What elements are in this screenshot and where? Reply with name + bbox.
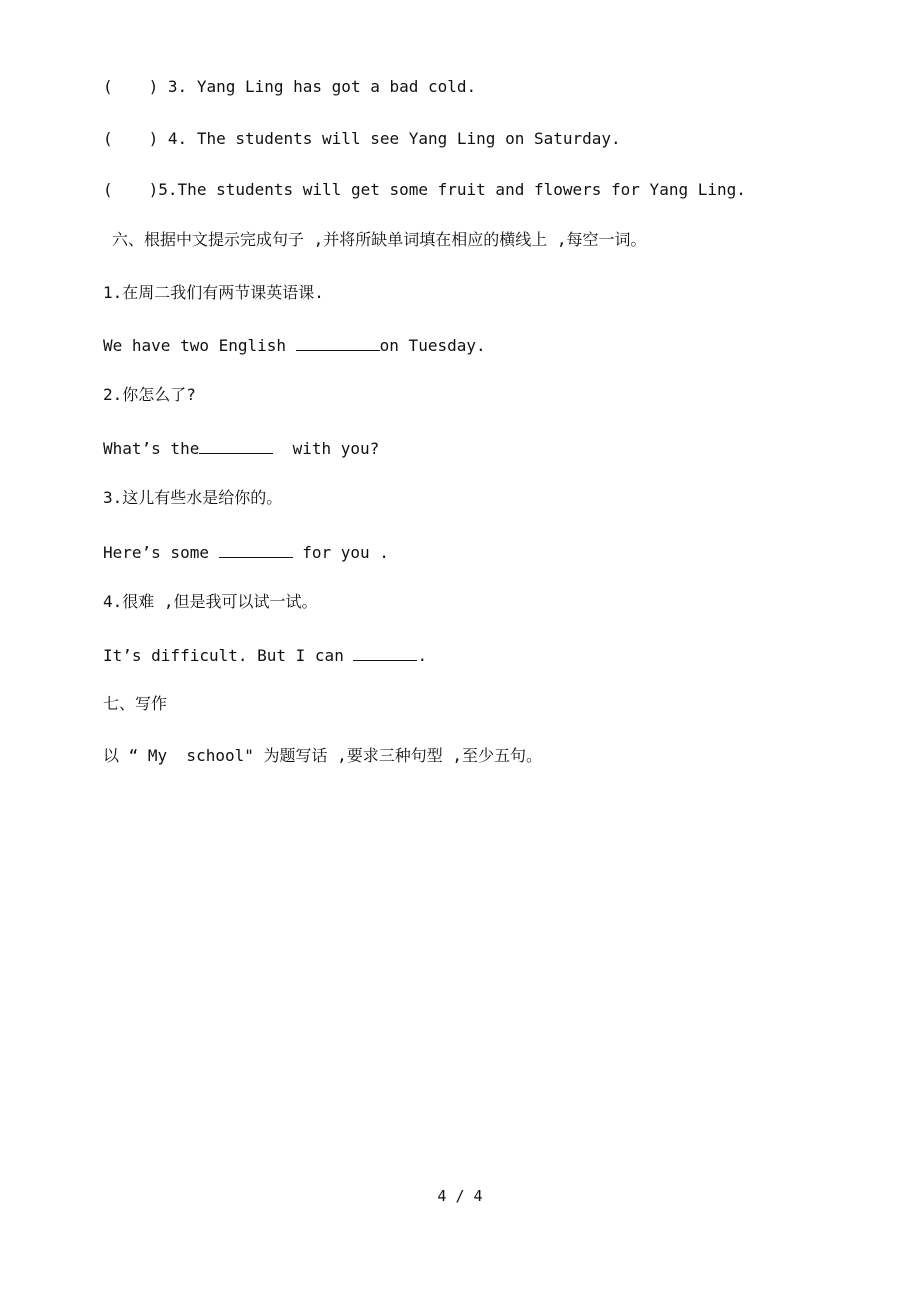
section7-heading: 七、写作 — [103, 694, 168, 713]
answer-blank[interactable] — [296, 334, 380, 351]
q2-chinese: 2.你怎么了? — [103, 385, 196, 404]
writing-prompt: 以 “ My school" 为题写话 ,要求三种句型 ,至少五句。 — [103, 746, 543, 765]
tf-item-text: The students will get some fruit and flowers for Yang Ling. — [177, 180, 746, 199]
q3-chinese: 3.这儿有些水是给你的。 — [103, 488, 283, 507]
q3-english: Here’s some for you . — [103, 543, 389, 562]
q1-chinese: 1.在周二我们有两节课英语课. — [103, 283, 324, 302]
tf-item-5: ( )5.The students will get some fruit and flowers for Yang Ling. — [103, 180, 746, 199]
q4-chinese: 4.很难 ,但是我可以试一试。 — [103, 592, 318, 611]
page-number: 4 / 4 — [437, 1187, 483, 1205]
q4-english: It’s difficult. But I can . — [103, 646, 428, 665]
answer-blank[interactable] — [353, 644, 417, 661]
tf-item-3: ( ) 3. Yang Ling has got a bad cold. — [103, 77, 477, 96]
tf-item-number: 4. — [167, 129, 188, 148]
tf-item-text: The students will see Yang Ling on Saturday. — [196, 129, 621, 148]
q2-english: What’s the with you? — [103, 439, 380, 458]
answer-blank[interactable] — [219, 541, 293, 558]
tf-item-number: 3. — [167, 77, 188, 96]
tf-item-4: ( ) 4. The students will see Yang Ling on Saturday. — [103, 129, 621, 148]
tf-item-number: 5. — [158, 180, 178, 199]
answer-blank[interactable] — [199, 437, 273, 454]
q1-english: We have two English on Tuesday. — [103, 336, 486, 355]
tf-item-text: Yang Ling has got a bad cold. — [196, 77, 477, 96]
section6-heading: 六、根据中文提示完成句子 ,并将所缺单词填在相应的横线上 ,每空一词。 — [112, 230, 647, 249]
